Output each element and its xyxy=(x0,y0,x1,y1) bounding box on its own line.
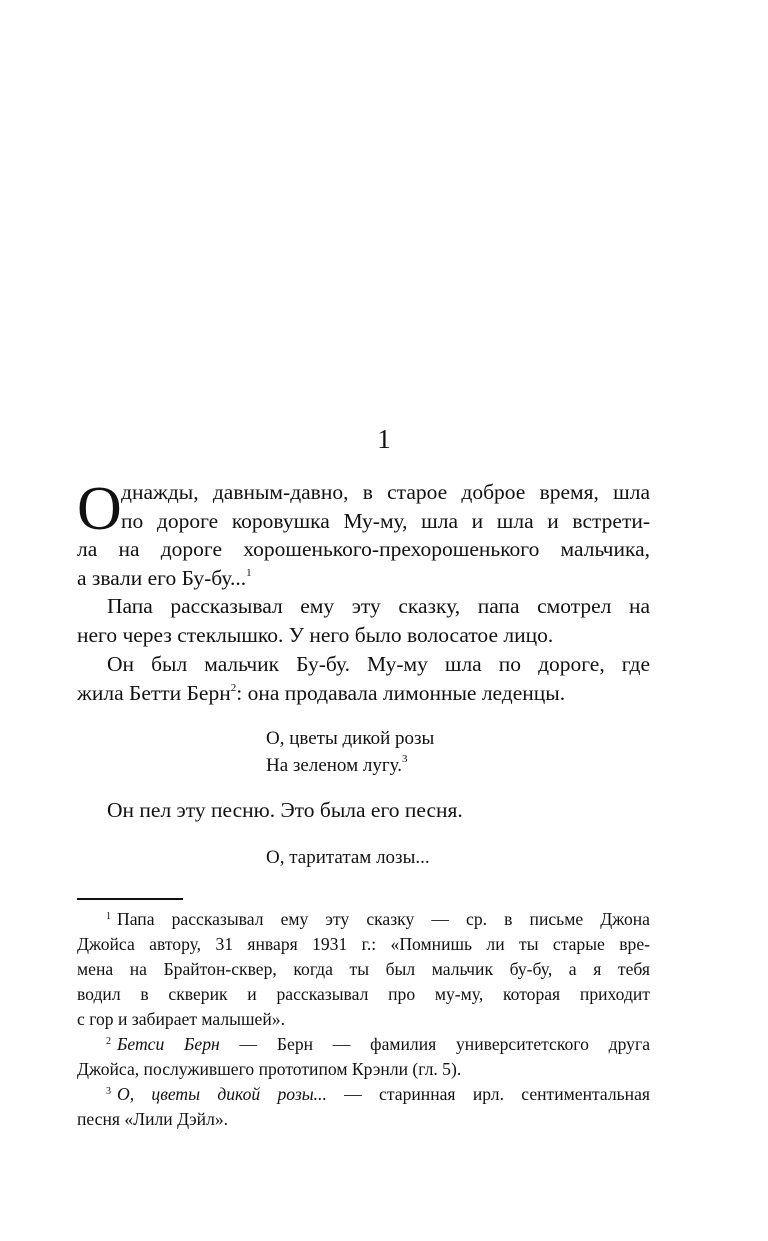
verse-quote-2 xyxy=(266,844,430,871)
paragraph-line: Папа рассказывал ему эту сказку, папа смотрел на xyxy=(107,594,650,618)
footnote-ref-2[interactable]: 2 xyxy=(230,681,237,694)
footnote-2-line: Джойса, послужившего прототипом Крэнли (гл. 5). xyxy=(77,1059,462,1079)
footnote-title: О, цветы дикой розы... xyxy=(117,1084,327,1104)
paragraph-2 xyxy=(77,592,650,649)
footnote-mark: 2 xyxy=(106,1036,111,1047)
footnote-2-line xyxy=(77,1032,650,1057)
opening-line: ла на дороге хорошенького-прехорошенького мальчика, xyxy=(77,537,650,561)
drop-cap: О xyxy=(77,475,122,543)
footnote-ref-3[interactable]: 3 xyxy=(401,753,408,765)
paragraph-3 xyxy=(77,650,650,707)
footnote-1-line: с гор и забирает малышей». xyxy=(77,1009,285,1029)
verse-text: На зеленом лугу. xyxy=(266,755,402,776)
paragraph-line: него через стеклышко. У него было волосатое лицо. xyxy=(77,622,554,647)
verse-line: О, таритатам лозы... xyxy=(266,847,430,868)
footnotes xyxy=(77,907,650,1132)
verse-quote-1 xyxy=(266,725,434,779)
opening-line-last xyxy=(77,564,650,593)
footnote-title: Бетси Берн xyxy=(117,1034,220,1054)
footnote-1-line: мена на Брайтон-сквер, когда ты был мальчик бу-бу, а я тебя xyxy=(77,959,650,979)
paragraph-text: жила Бетти Берн xyxy=(77,680,231,705)
footnote-1-line: Джойса автору, 31 января 1931 г.: «Помнишь ли ты старые вре- xyxy=(77,934,650,954)
verse-line-last xyxy=(266,752,434,779)
paragraph-line: Он пел эту песню. Это была его песня. xyxy=(107,798,463,822)
opening-paragraph xyxy=(77,475,650,592)
opening-line: по дороге коровушка Му-му, шла и шла и встрети- xyxy=(121,508,650,533)
footnote-mark: 3 xyxy=(106,1086,111,1097)
paragraph-line: Он был мальчик Бу-бу. Му-му шла по дороге, где xyxy=(107,652,650,676)
paragraph-line-last xyxy=(77,679,650,708)
opening-line: днажды, давным-давно, в старое доброе время, шла xyxy=(121,480,650,504)
opening-line-text: а звали его Бу-бу... xyxy=(77,565,247,590)
footnote-3-line: песня «Лили Дэйл». xyxy=(77,1109,229,1129)
footnote-3-line xyxy=(77,1082,650,1107)
footnote-1-line: водил в скверик и рассказывал про му-му, которая приходит xyxy=(77,984,650,1004)
footnote-text: Папа рассказывал ему эту сказку — ср. в письме Джона xyxy=(117,909,650,929)
footnote-text: — Берн — фамилия университетского друга xyxy=(219,1034,650,1054)
footnote-mark: 1 xyxy=(106,911,111,922)
verse-line: О, цветы дикой розы xyxy=(266,728,435,749)
footnote-divider xyxy=(77,898,183,900)
footnote-ref-1[interactable]: 1 xyxy=(246,566,252,579)
footnote-1-line xyxy=(77,907,650,932)
paragraph-4 xyxy=(77,796,650,825)
chapter-number: 1 xyxy=(377,424,391,454)
paragraph-text: : она продавала лимонные леденцы. xyxy=(236,680,566,705)
footnote-text: — старинная ирл. сентиментальная xyxy=(326,1084,650,1104)
